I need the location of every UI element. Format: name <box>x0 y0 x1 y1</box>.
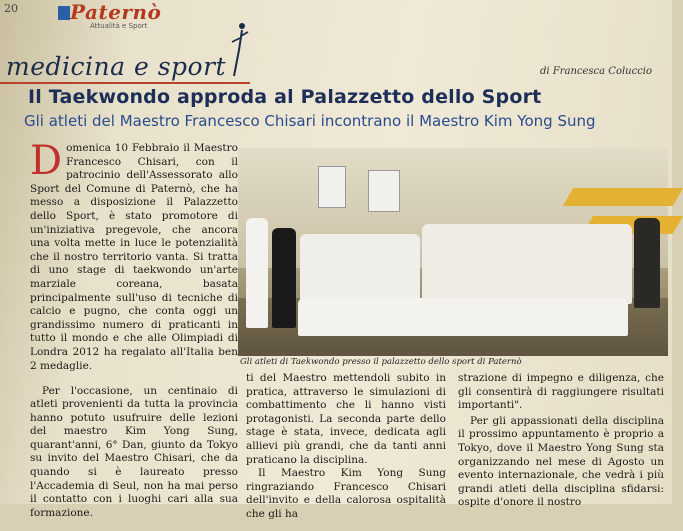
photo-person <box>272 228 296 328</box>
paragraph: Per gli appassionati della disciplina il prossimo appuntamento è proprio a Tokyo, dove il Maestro Yong Sung sta organizzando nel mese di Agosto un evento internazionale, che vedrà i più grandi atleti della disciplina sfidarsi: ospite d'onore il nostro <box>458 414 664 509</box>
photo-group-front <box>298 298 628 336</box>
photo-wall-stripe <box>563 188 683 206</box>
article-column-left <box>30 138 238 375</box>
article-column-middle <box>246 372 446 522</box>
paragraph: ti del Maestro mettendoli subito in pratica, attraverso le simulazioni di combattimento che li hanno visti protagonisti. La seconda parte dello stage è stata, invece, dedicata agli allievi più grandi, che da tanti anni praticano la disciplina. <box>246 372 446 466</box>
brand-name: Paternò <box>70 0 162 24</box>
paragraph <box>30 138 238 373</box>
page-number: 20 <box>4 2 18 15</box>
photo-banner <box>368 170 400 212</box>
article-column-right <box>458 372 664 512</box>
masthead-logo <box>42 0 222 30</box>
drop-cap: D <box>30 138 63 184</box>
section-underline <box>0 82 250 84</box>
paragraph: Il Maestro Kim Yong Sung ringraziando Francesco Chisari dell'invito e della calorosa ospitalità che gli ha <box>246 467 446 520</box>
runner-figure-icon <box>226 20 250 80</box>
photo-caption: Gli atleti di Taekwondo presso il palazzetto dello sport di Paternò <box>240 357 522 367</box>
article-subhead: Gli atleti del Maestro Francesco Chisari incontrano il Maestro Kim Yong Sung <box>24 112 596 130</box>
photo-banner <box>318 166 346 208</box>
article-headline: Il Taekwondo approda al Palazzetto dello Sport <box>28 86 542 108</box>
logo-flag-icon <box>58 6 70 20</box>
photo-group <box>300 234 420 304</box>
section-title: medicina e sport <box>6 52 227 81</box>
paragraph: strazione di impegno e diligenza, che gli consentirà di raggiungere risultati importanti". <box>458 372 664 412</box>
author-byline: di Francesca Coluccio <box>540 66 653 77</box>
paragraph-text: omenica 10 Febbraio il Maestro Francesco Chisari, con il patrocinio dell'Assessorato allo Sport del Comune di Paternò, che ha messo a disposizione il Palazzetto dello Sport, è stato promotore di un'iniziativa pregevole, che ancora una volta mette in luce le potenzialità che il nostro territorio vanta. Si tratta di uno stage di taekwondo un'arte marziale coreana, basata principalmente sull'uso di tecniche di calcio e pugno, che conta oggi un grandissimo numero di praticanti in tutto il mondo e che alle Olimpiadi di Londra 2012 ha regalato all'Italia ben 2 medaglie. <box>30 142 238 372</box>
brand-subtitle: Attualità e Sport <box>90 22 148 30</box>
group-photo <box>238 148 668 356</box>
photo-person <box>246 218 268 328</box>
article-column-left-lower <box>30 374 238 531</box>
photo-group <box>422 224 632 304</box>
photo-person <box>634 218 660 308</box>
paragraph: Per l'occasione, un centinaio di atleti provenienti da tutta la provincia hanno potuto usufruire delle lezioni del maestro Kim Yong Sung, quarant'anni, 6° Dan, giunto da Tokyo su invito del Maestro Chisari, che da quando si è laureato presso l'Accademia di Seul, non ha mai perso il contatto con i luoghi cari alla sua formazione. <box>30 384 238 519</box>
